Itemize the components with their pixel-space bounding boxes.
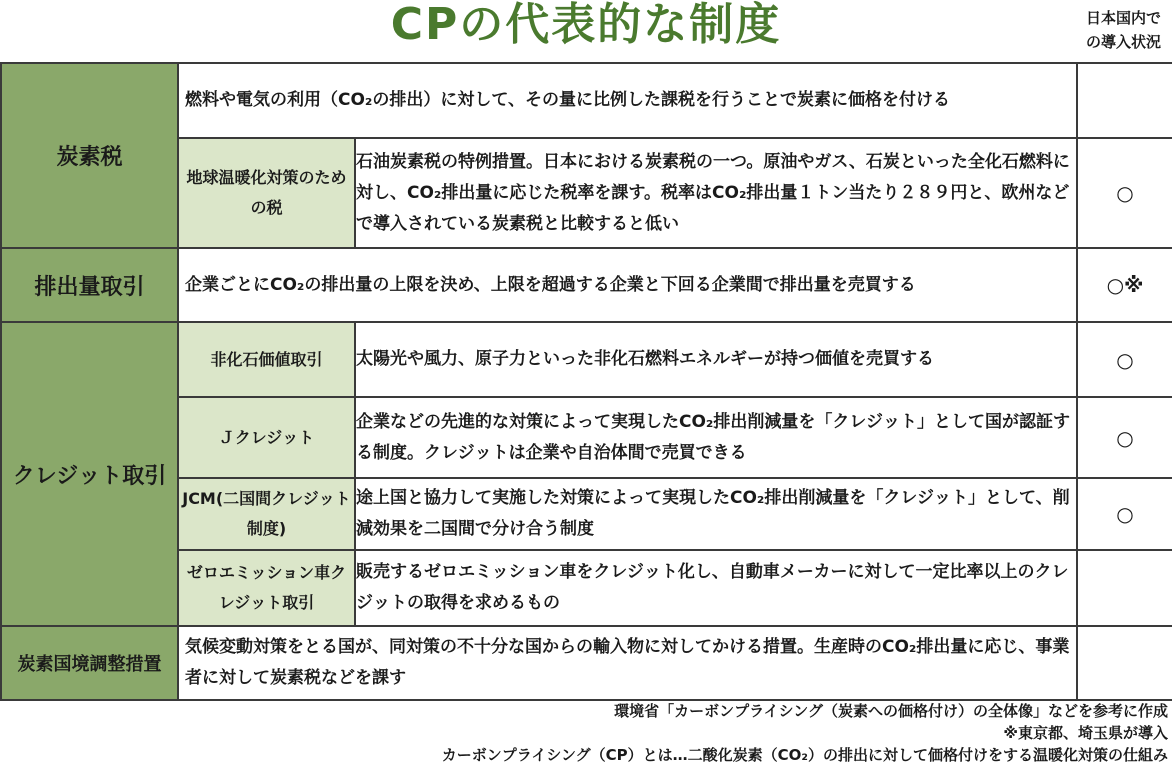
table-row — [1, 63, 1172, 138]
category-emissions-trading: 排出量取引 — [1, 248, 178, 322]
status-header-line-1: 日本国内で — [1085, 9, 1161, 27]
j-credit-description: 企業などの先進的な対策によって実現したCO₂排出削減量を「クレジット」として国が認証する制度。クレジットは企業や自治体間で売買できる — [355, 397, 1077, 478]
zev-credit-status — [1077, 550, 1172, 626]
global-warming-tax-status: ○ — [1077, 138, 1172, 248]
subcategory-global-warming-tax: 地球温暖化対策のための税 — [178, 138, 355, 248]
emissions-trading-status: ○※ — [1077, 248, 1172, 322]
subcategory-zev-credit: ゼロエミッション車クレジット取引 — [178, 550, 355, 626]
carbon-tax-description: 燃料や電気の利用（CO₂の排出）に対して、その量に比例した課税を行うことで炭素に価格を付ける — [178, 63, 1077, 138]
cp-systems-table — [0, 62, 1172, 701]
subcategory-jcm: JCM(二国間クレジット制度) — [178, 478, 355, 550]
zev-credit-description: 販売するゼロエミッション車をクレジット化し、自動車メーカーに対して一定比率以上のクレジットの取得を求めるもの — [355, 550, 1077, 626]
j-credit-status: ○ — [1077, 397, 1172, 478]
footnote-definition: カーボンプライシング（CP）とは…二酸化炭素（CO₂）の排出に対して価格付けをする温暖化対策の仕組み — [441, 746, 1168, 764]
table-row — [1, 626, 1172, 700]
subcategory-non-fossil-value: 非化石価値取引 — [178, 322, 355, 397]
category-border-adjustment: 炭素国境調整措置 — [1, 626, 178, 700]
border-adjustment-description: 気候変動対策をとる国が、同対策の不十分な国からの輸入物に対してかける措置。生産時のCO₂排出量に応じ、事業者に対して炭素税などを課す — [178, 626, 1077, 700]
footnote-asterisk: ※東京都、埼玉県が導入 — [1003, 724, 1168, 742]
jcm-status: ○ — [1077, 478, 1172, 550]
subcategory-j-credit: Ｊクレジット — [178, 397, 355, 478]
non-fossil-value-description: 太陽光や風力、原子力といった非化石燃料エネルギーが持つ価値を売買する — [355, 322, 1077, 397]
border-adjustment-status — [1077, 626, 1172, 700]
footnotes — [442, 700, 1168, 766]
category-credit-trading: クレジット取引 — [1, 322, 178, 626]
carbon-tax-status — [1077, 63, 1172, 138]
global-warming-tax-description: 石油炭素税の特例措置。日本における炭素税の一つ。原油やガス、石炭といった全化石燃料に対し、CO₂排出量に応じた税率を課す。税率はCO₂排出量１トン当たり２８９円と、欧州などで導入されている炭素税と比較すると低い — [355, 138, 1077, 248]
table-row — [1, 248, 1172, 322]
status-column-header — [1075, 6, 1172, 54]
non-fossil-value-status: ○ — [1077, 322, 1172, 397]
jcm-description: 途上国と協力して実施した対策によって実現したCO₂排出削減量を「クレジット」として、削減効果を二国間で分け合う制度 — [355, 478, 1077, 550]
emissions-trading-description: 企業ごとにCO₂の排出量の上限を決め、上限を超過する企業と下回る企業間で排出量を売買する — [178, 248, 1077, 322]
footnote-source: 環境省「カーボンプライシング（炭素への価格付け）の全体像」などを参考に作成 — [614, 702, 1168, 720]
page-title: CPの代表的な制度 — [390, 0, 782, 50]
table-row — [1, 322, 1172, 397]
status-header-line-2: の導入状況 — [1085, 33, 1161, 51]
category-carbon-tax: 炭素税 — [1, 63, 178, 248]
